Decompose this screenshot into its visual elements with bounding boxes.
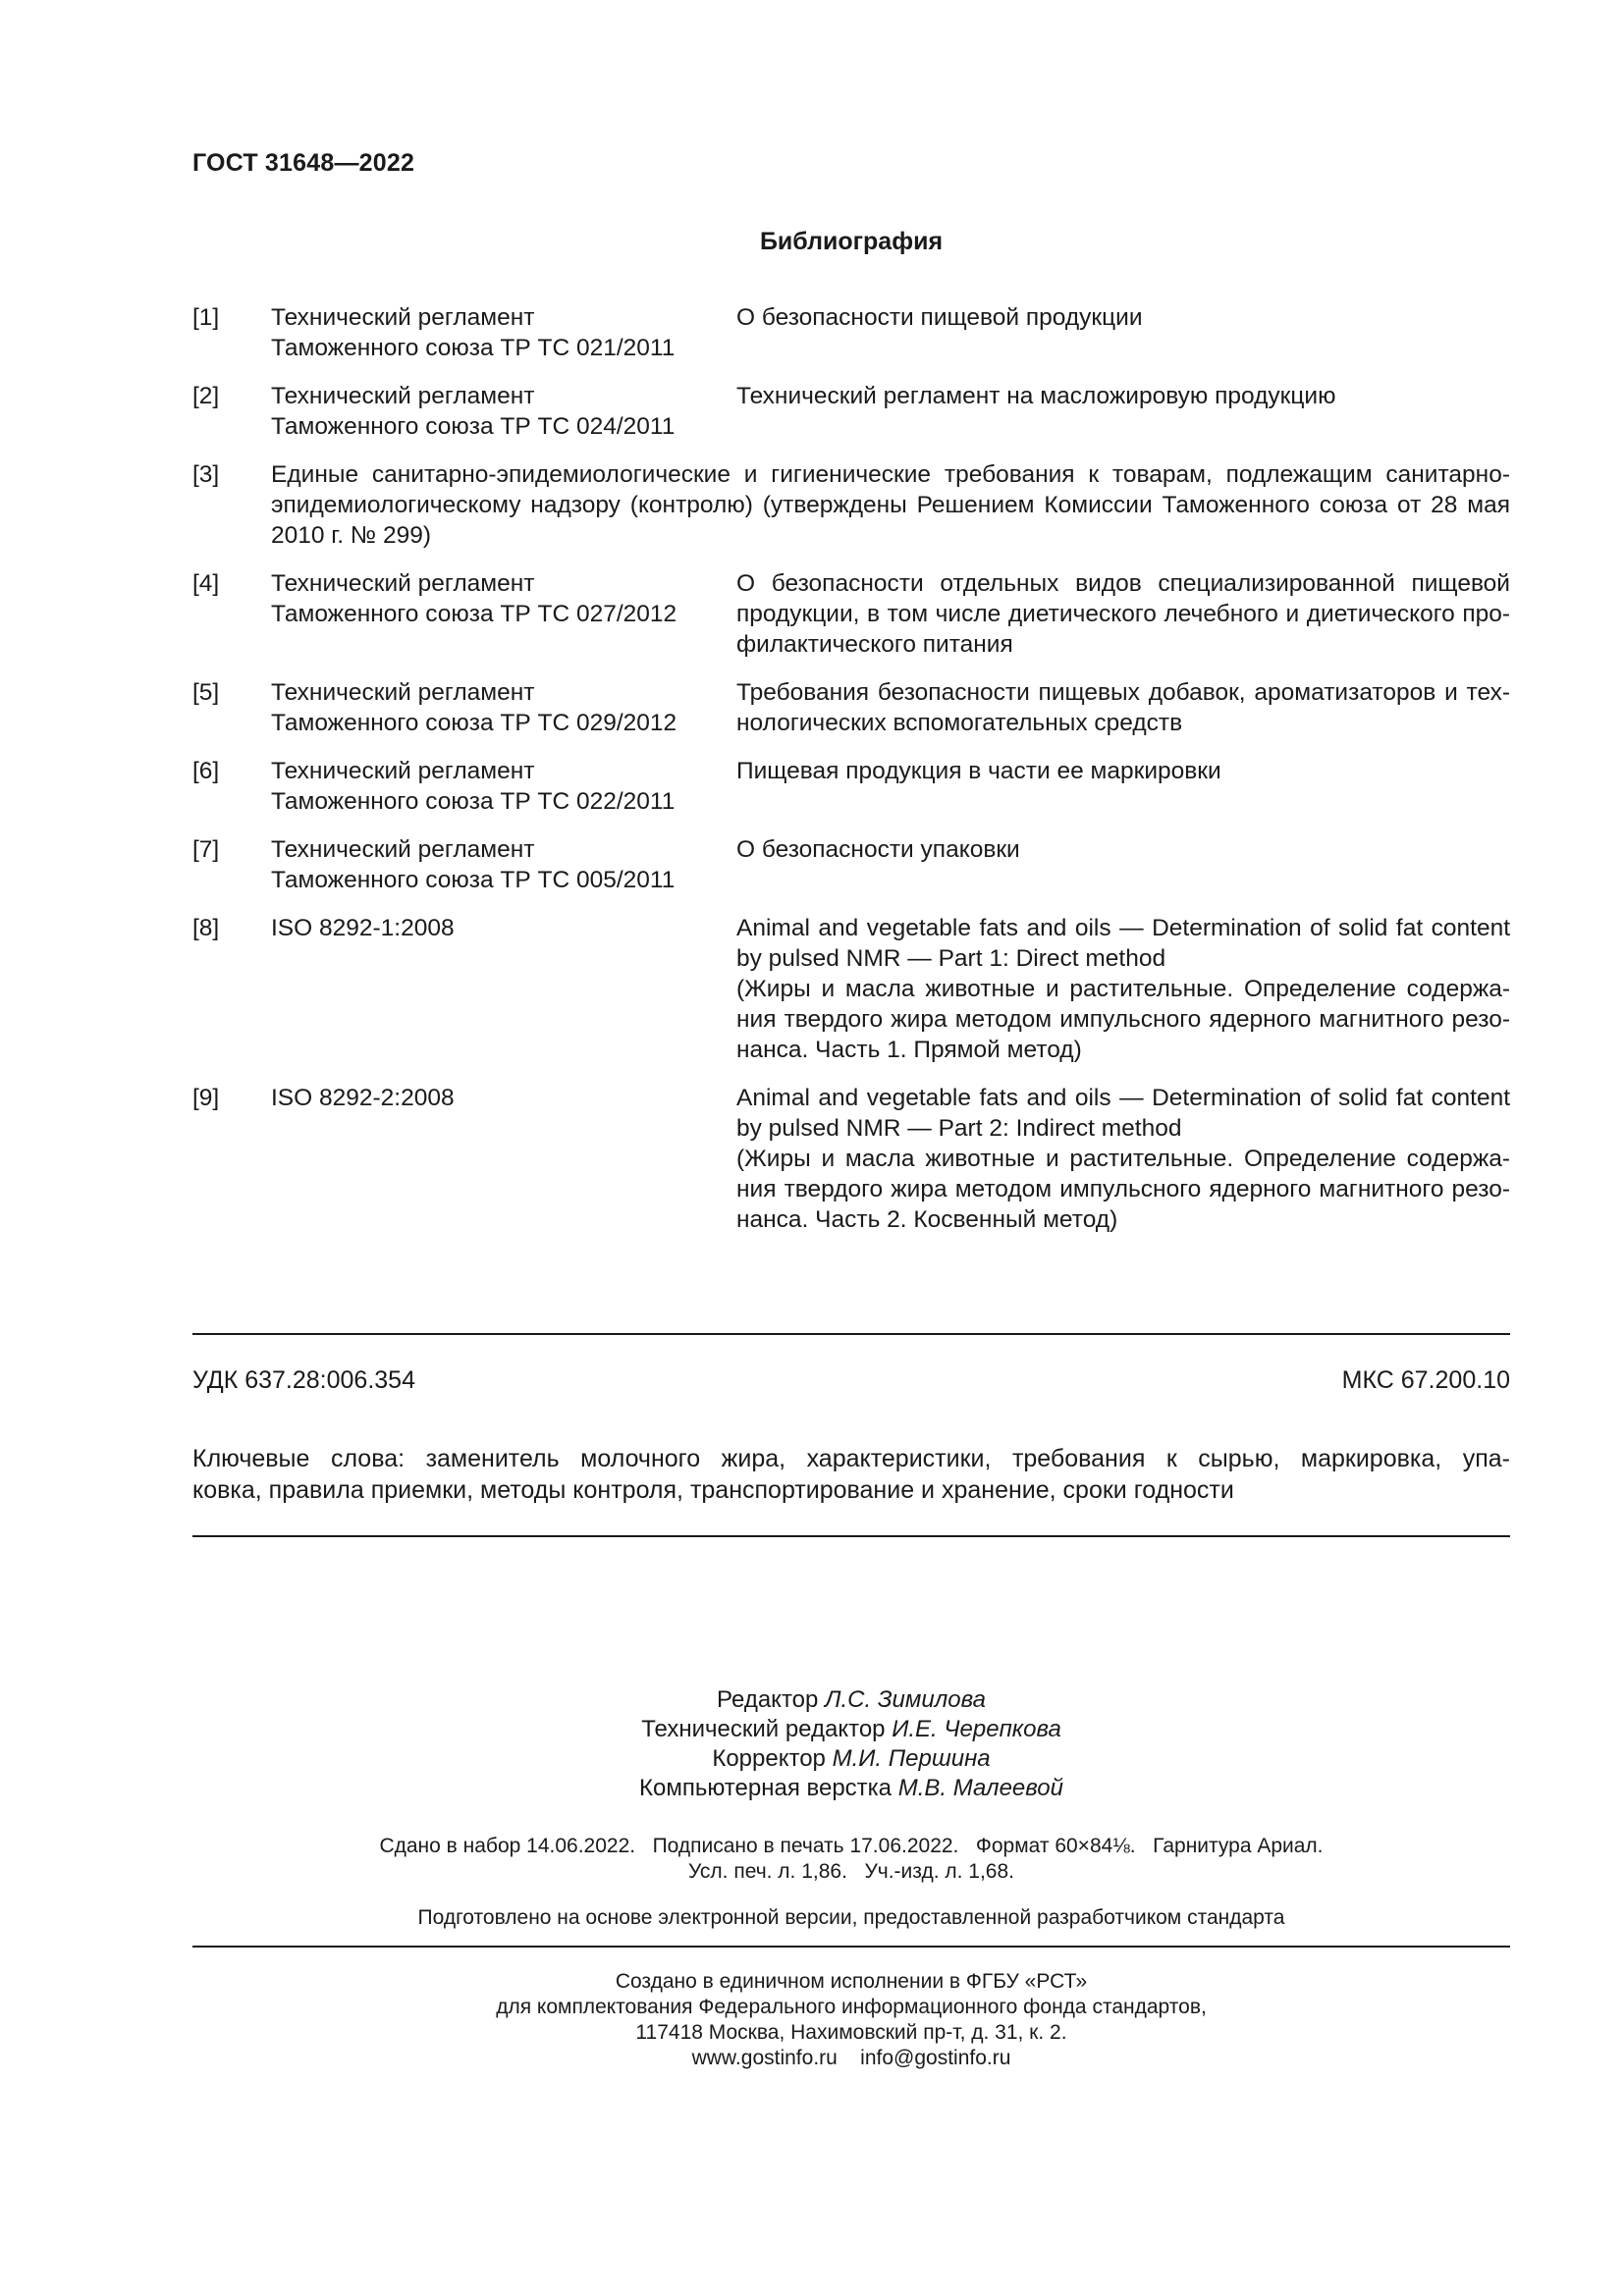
bibliography-item <box>192 834 1510 895</box>
item-number: [9] <box>192 1085 220 1111</box>
publisher-info <box>192 1969 1510 2071</box>
source-line: Таможенного союза ТР ТС 024/2011 <box>271 413 676 440</box>
document-code: ГОСТ 31648—2022 <box>192 149 415 177</box>
item-title <box>736 913 1510 1065</box>
item-source <box>271 677 703 738</box>
source-line: Таможенного союза ТР ТС 022/2011 <box>271 788 676 815</box>
credit-name: М.В. Малеевой <box>897 1775 1063 1801</box>
print-imprint <box>192 1834 1510 1885</box>
title-line: Пищевая продукция в части ее маркировки <box>736 758 1221 784</box>
keywords <box>192 1443 1510 1506</box>
text-line: эпидемиологическому надзору (контролю) (утверждены Решением Комиссии Таможенного союза от 28 мая <box>271 492 1510 518</box>
imprint-line: Усл. печ. л. 1,86. Уч.-изд. л. 1,68. <box>687 1860 1014 1883</box>
title-line: Технический регламент на масложировую продукцию <box>736 383 1336 409</box>
title-line: Animal and vegetable fats and oils — Determination of solid fat content <box>736 915 1510 941</box>
title-line: by pulsed NMR — Part 2: Indirect method <box>736 1115 1182 1142</box>
bibliography-list <box>192 302 1510 1253</box>
bibliography-item <box>192 302 1510 363</box>
credit-role: Компьютерная верстка <box>639 1775 898 1801</box>
item-source <box>271 834 703 895</box>
source-line: Таможенного союза ТР ТС 021/2011 <box>271 335 676 361</box>
bibliography-item <box>192 756 1510 817</box>
item-number: [5] <box>192 679 220 706</box>
credit-role: Корректор <box>712 1745 833 1772</box>
credit-role: Редактор <box>717 1686 826 1713</box>
item-number: [8] <box>192 915 220 941</box>
item-source <box>271 568 703 629</box>
item-source <box>271 756 703 817</box>
section-divider <box>192 1946 1510 1948</box>
section-divider <box>192 1535 1510 1537</box>
item-title <box>736 834 1510 865</box>
source-line: Таможенного союза ТР ТС 005/2011 <box>271 867 676 893</box>
credit-line <box>192 1685 1510 1715</box>
bibliography-item <box>192 568 1510 660</box>
text-line: Единые санитарно-эпидемиологические и гигиенические требования к товарам, подлежащим санитарно- <box>271 461 1510 488</box>
title-line: (Жиры и масла животные и растительные. Определение содержа- <box>736 976 1510 1002</box>
item-number: [1] <box>192 304 220 331</box>
source-line: Таможенного союза ТР ТС 029/2012 <box>271 710 677 736</box>
credit-role: Технический редактор <box>641 1716 893 1742</box>
source-line: Технический регламент <box>271 570 535 597</box>
publisher-line: Создано в единичном исполнении в ФГБУ «РСТ» <box>615 1970 1088 1993</box>
item-number: [2] <box>192 383 220 409</box>
section-divider <box>192 1333 1510 1335</box>
title-line: нанса. Часть 1. Прямой метод) <box>736 1037 1082 1063</box>
item-number: [7] <box>192 836 220 863</box>
title-line: продукции, в том числе диетического лечебного и диетического про- <box>736 601 1510 627</box>
credit-name: Л.С. Зимилова <box>825 1686 986 1713</box>
publisher-line: для комплектования Федерального информационного фонда стандартов, <box>496 1996 1207 2018</box>
bibliography-item <box>192 381 1510 442</box>
bibliography-item <box>192 677 1510 738</box>
item-title <box>736 568 1510 660</box>
item-source <box>271 381 703 442</box>
bibliography-title: Библиография <box>759 228 944 255</box>
credits <box>192 1685 1510 1803</box>
publisher-line: 117418 Москва, Нахимовский пр-т, д. 31, к. 2. <box>635 2021 1067 2044</box>
title-line: ния твердого жира методом импульсного ядерного магнитного резо- <box>736 1176 1510 1202</box>
title-line: нологических вспомогательных средств <box>736 710 1183 736</box>
title-line: ния твердого жира методом импульсного ядерного магнитного резо- <box>736 1006 1510 1033</box>
source-line: Технический регламент <box>271 758 535 784</box>
item-title <box>736 756 1510 786</box>
bibliography-item <box>192 913 1510 1065</box>
imprint-line: Сдано в набор 14.06.2022. Подписано в печать 17.06.2022. Формат 60×84⅛. Гарнитура Ариал. <box>379 1835 1324 1857</box>
title-line: нанса. Часть 2. Косвенный метод) <box>736 1206 1118 1233</box>
source-line: Технический регламент <box>271 836 535 863</box>
keywords-line: ковка, правила приемки, методы контроля, транспортирование и хранение, сроки годности <box>192 1476 1234 1504</box>
item-source <box>271 302 703 363</box>
bibliography-item <box>192 459 1510 551</box>
source-line: ISO 8292-1:2008 <box>271 915 455 941</box>
item-source <box>271 913 703 943</box>
item-number: [3] <box>192 461 220 488</box>
mks-code: МКС 67.200.10 <box>1341 1366 1510 1394</box>
item-title <box>736 302 1510 333</box>
item-title <box>736 381 1510 411</box>
title-line: Требования безопасности пищевых добавок, ароматизаторов и тех- <box>736 679 1510 706</box>
keywords-line: Ключевые слова: заменитель молочного жира, характеристики, требования к сырью, маркировка, упа- <box>192 1445 1510 1472</box>
credit-line <box>192 1774 1510 1803</box>
item-text <box>271 459 1510 551</box>
udk-code: УДК 637.28:006.354 <box>192 1366 415 1394</box>
bibliography-item <box>192 1083 1510 1235</box>
title-line: О безопасности пищевой продукции <box>736 304 1143 331</box>
publisher-contacts: www.gostinfo.ru info@gostinfo.ru <box>691 2047 1011 2069</box>
item-number: [4] <box>192 570 220 597</box>
title-line: О безопасности упаковки <box>736 836 1020 863</box>
credit-name: М.И. Першина <box>832 1745 991 1772</box>
item-number: [6] <box>192 758 220 784</box>
item-title <box>736 1083 1510 1235</box>
source-line: Технический регламент <box>271 679 535 706</box>
title-line: Animal and vegetable fats and oils — Determination of solid fat content <box>736 1085 1510 1111</box>
title-line: (Жиры и масла животные и растительные. Определение содержа- <box>736 1146 1510 1172</box>
source-line: Технический регламент <box>271 304 535 331</box>
source-line: Таможенного союза ТР ТС 027/2012 <box>271 601 677 627</box>
source-line: Технический регламент <box>271 383 535 409</box>
credit-line <box>192 1715 1510 1744</box>
prepared-note: Подготовлено на основе электронной версии, предоставленной разработчиком стандарта <box>417 1906 1285 1929</box>
title-line: О безопасности отдельных видов специализированной пищевой <box>736 570 1510 597</box>
item-title <box>736 677 1510 738</box>
source-line: ISO 8292-2:2008 <box>271 1085 455 1111</box>
title-line: by pulsed NMR — Part 1: Direct method <box>736 945 1166 972</box>
text-line: 2010 г. № 299) <box>271 522 431 549</box>
title-line: филактического питания <box>736 631 1013 658</box>
item-source <box>271 1083 703 1113</box>
credit-line <box>192 1744 1510 1774</box>
credit-name: И.Е. Черепкова <box>892 1716 1061 1742</box>
